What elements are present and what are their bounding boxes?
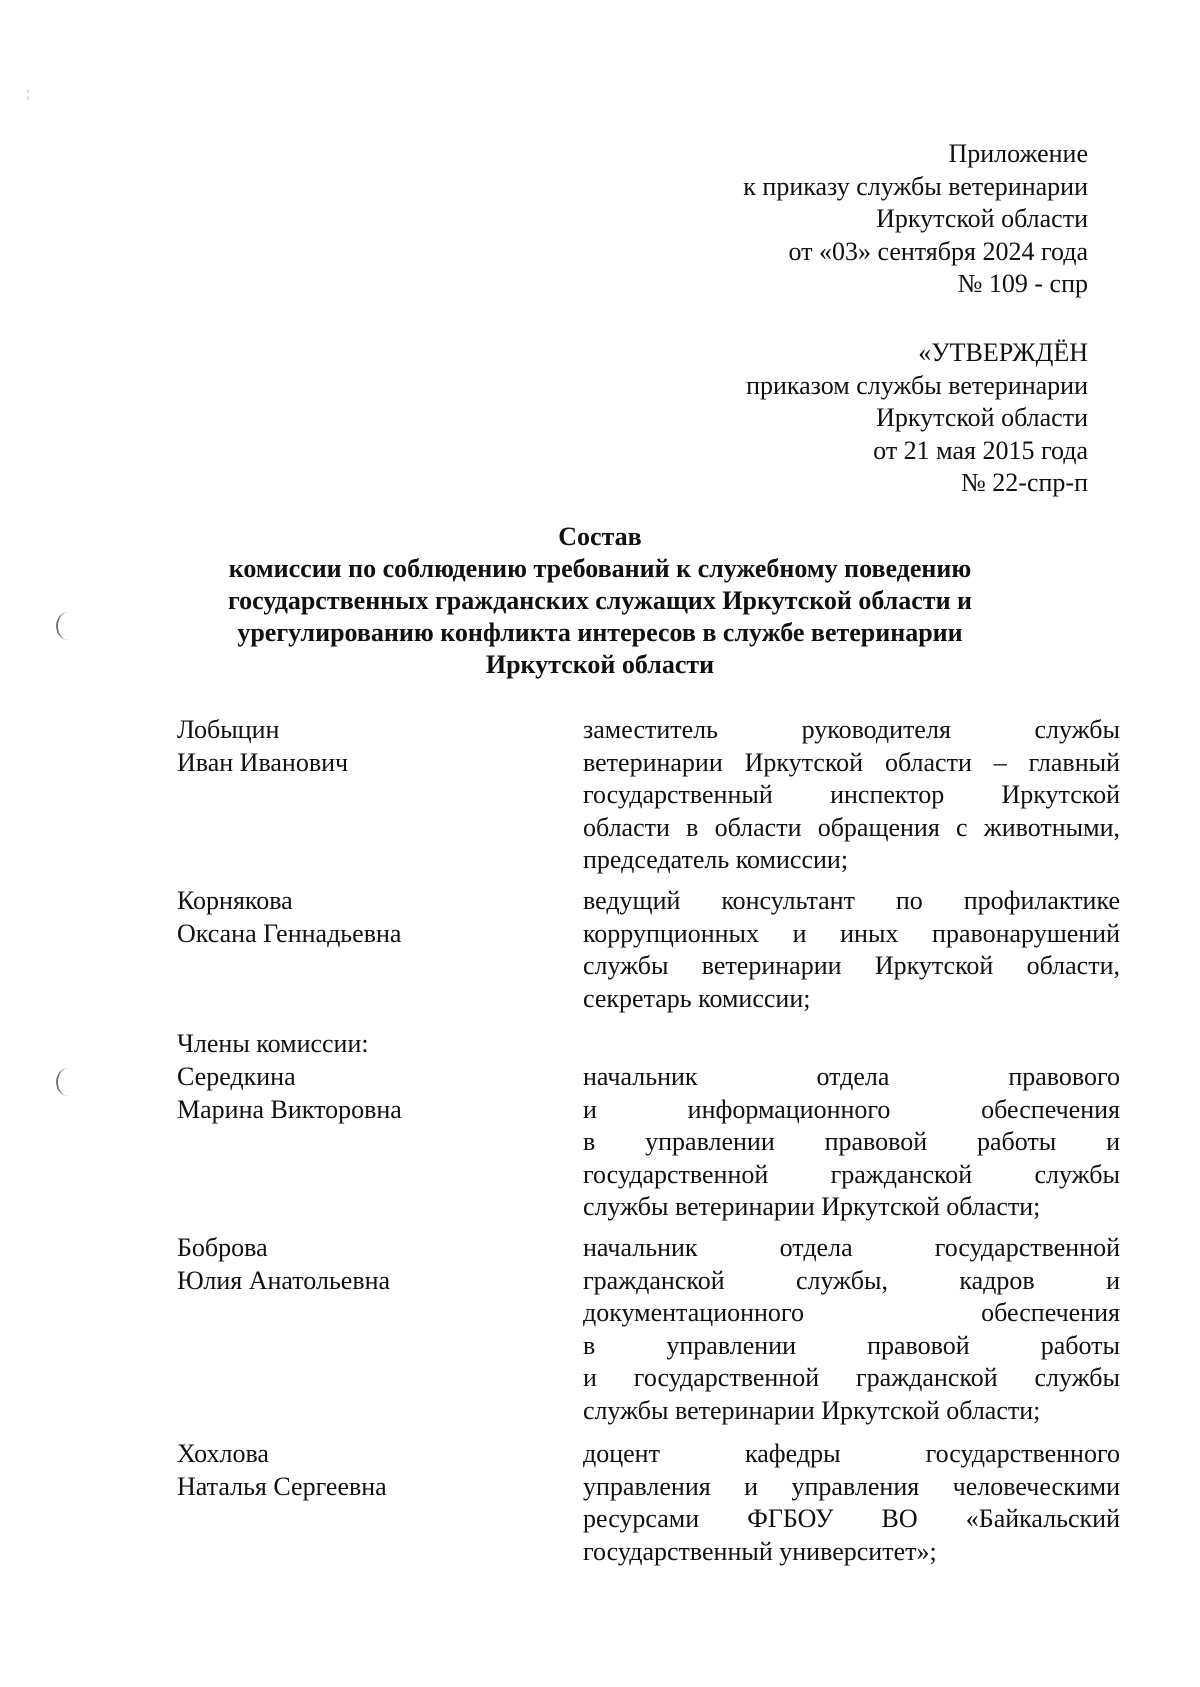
role-line: области в области обращения с животными, bbox=[583, 812, 1120, 842]
role-line: управления и управления человеческими bbox=[583, 1471, 1120, 1501]
role-line: начальник отдела государственной bbox=[583, 1233, 1120, 1262]
appendix-header bbox=[743, 138, 1088, 301]
approval-line: Иркутской области bbox=[876, 403, 1088, 432]
member-given-name: Юлия Анатольевна bbox=[177, 1265, 391, 1295]
member-role bbox=[583, 1438, 1120, 1568]
document-title bbox=[0, 521, 1200, 681]
role-line: начальник отдела правового bbox=[583, 1062, 1120, 1091]
role-line: доцент кафедры государственного bbox=[583, 1439, 1120, 1468]
member-given-name: Оксана Геннадьевна bbox=[177, 918, 402, 948]
member-surname: Боброва bbox=[177, 1233, 268, 1262]
member-name bbox=[177, 714, 507, 779]
member-surname: Середкина bbox=[177, 1062, 296, 1091]
approval-line: от 21 мая 2015 года bbox=[873, 435, 1088, 465]
approval-header bbox=[746, 337, 1088, 500]
title-line: комиссии по соблюдению требований к служебному поведению bbox=[228, 554, 972, 583]
role-line: в управлении правовой работы bbox=[583, 1330, 1120, 1360]
member-given-name: Иван Иванович bbox=[177, 747, 349, 777]
appendix-line: Приложение bbox=[948, 139, 1088, 168]
role-line: ведущий консультант по профилактике bbox=[583, 886, 1120, 915]
role-line: ветеринарии Иркутской области – главный bbox=[583, 747, 1120, 777]
role-line: документационного обеспечения bbox=[583, 1298, 1120, 1327]
role-line: в управлении правовой работы и bbox=[583, 1127, 1120, 1156]
scan-dot-mark: ¦ bbox=[27, 89, 30, 100]
role-line: государственный инспектор Иркутской bbox=[583, 780, 1120, 809]
title-line: государственных гражданских служащих Иркутской области и bbox=[227, 586, 973, 615]
title-line: урегулированию конфликта интересов в службе ветеринарии bbox=[237, 618, 963, 647]
role-line: службы ветеринарии Иркутской области, bbox=[583, 951, 1120, 980]
appendix-line: Иркутской области bbox=[876, 204, 1088, 233]
appendix-line: к приказу службы ветеринарии bbox=[743, 171, 1088, 201]
member-role bbox=[583, 1232, 1120, 1427]
title-line: Иркутской области bbox=[485, 650, 715, 679]
member-name bbox=[177, 1061, 507, 1126]
role-line: председатель комиссии; bbox=[583, 845, 849, 874]
punch-hole-mark bbox=[56, 1068, 80, 1096]
appendix-line: от «03» сентября 2024 года bbox=[788, 236, 1088, 266]
role-line: коррупционных и иных правонарушений bbox=[583, 918, 1120, 948]
role-line: гражданской службы, кадров и bbox=[583, 1265, 1120, 1295]
approval-line: «УТВЕРЖДЁН bbox=[918, 338, 1088, 367]
member-name bbox=[177, 1438, 507, 1503]
approval-line: № 22-спр-п bbox=[961, 468, 1088, 497]
member-surname: Корнякова bbox=[177, 886, 293, 915]
member-role bbox=[583, 714, 1120, 877]
member-name bbox=[177, 885, 507, 950]
role-line: секретарь комиссии; bbox=[583, 983, 811, 1013]
member-surname: Хохлова bbox=[177, 1439, 269, 1468]
member-given-name: Марина Викторовна bbox=[177, 1094, 402, 1124]
members-section-label: Члены комиссии: bbox=[177, 1029, 369, 1058]
approval-line: приказом службы ветеринарии bbox=[746, 370, 1088, 400]
appendix-line: № 109 - спр bbox=[957, 269, 1088, 298]
role-line: и государственной гражданской службы bbox=[583, 1363, 1120, 1392]
title-line: Состав bbox=[558, 522, 642, 551]
role-line: государственный университет»; bbox=[583, 1536, 937, 1566]
role-line: ресурсами ФГБОУ ВО «Байкальский bbox=[583, 1504, 1120, 1533]
member-role bbox=[583, 1061, 1120, 1224]
member-name bbox=[177, 1232, 507, 1297]
role-line: государственной гражданской службы bbox=[583, 1159, 1120, 1189]
member-given-name: Наталья Сергеевна bbox=[177, 1471, 387, 1501]
member-surname: Лобыцин bbox=[177, 715, 280, 744]
role-line: заместитель руководителя службы bbox=[583, 715, 1120, 744]
member-role bbox=[583, 885, 1120, 1015]
role-line: службы ветеринарии Иркутской области; bbox=[583, 1395, 1041, 1425]
role-line: и информационного обеспечения bbox=[583, 1094, 1120, 1124]
role-line: службы ветеринарии Иркутской области; bbox=[583, 1192, 1041, 1221]
